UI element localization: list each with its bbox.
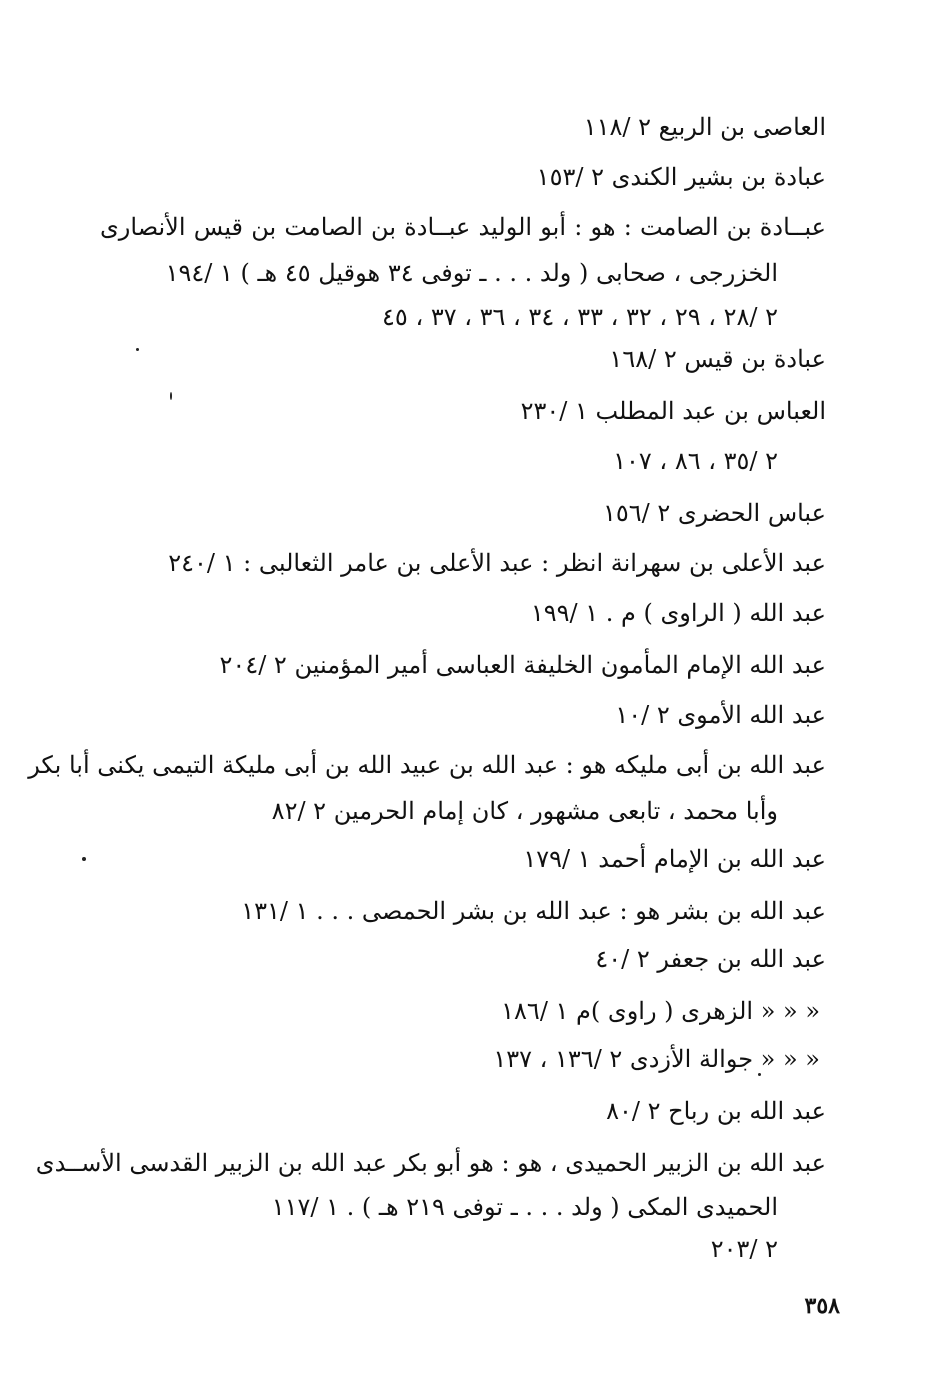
entry-ibn-abi-mulayka-line-1: عبد الله بن أبى مليكه هو : عبد الله بن عبيد الله بن أبى مليكة التيمى يكنى أبا بكر bbox=[28, 751, 826, 779]
scan-speck bbox=[170, 392, 172, 400]
scan-speck bbox=[136, 348, 139, 351]
entry-abbas-al-hadrami: عباس الحضرى ٢ /١٥٦ bbox=[602, 499, 826, 527]
entry-al-abbas-line-2: ٢ /٣٥ ، ٨٦ ، ١٠٧ bbox=[613, 447, 778, 475]
entry-ibn-al-zubayr-line-3: ٢ /٢٠٣ bbox=[710, 1235, 778, 1263]
entry-ibn-jafar: عبد الله بن جعفر ٢ /٤٠ bbox=[595, 945, 826, 973]
entry-abdullah-al-rawi: عبد الله ( الراوى ) م . ١ /١٩٩ bbox=[530, 599, 826, 627]
entry-ubada-ibn-al-samit-line-2: الخزرجى ، صحابى ( ولد . . . ـ توفى ٣٤ هوقيل ٤٥ هـ ) ١ /١٩٤ bbox=[165, 259, 778, 287]
entry-ubada-ibn-bashir: عبادة بن بشير الكندى ٢ /١٥٣ bbox=[536, 163, 826, 191]
entry-ibn-al-zubayr-line-1: عبد الله بن الزبير الحميدى ، هو : هو أبو بكر عبد الله بن الزبير القدسى الأســدى bbox=[35, 1149, 826, 1177]
scan-speck bbox=[758, 1073, 761, 1076]
scan-speck bbox=[82, 857, 86, 861]
entry-al-asi-ibn-al-rabi: العاصى بن الربيع ٢ /١١٨ bbox=[583, 113, 826, 141]
entry-ibn-al-zubayr-line-2: الحميدى المكى ( ولد . . . ـ توفى ٢١٩ هـ ) . ١ /١١٧ bbox=[271, 1193, 778, 1221]
entry-ibn-abi-mulayka-line-2: وأبا محمد ، تابعى مشهور ، كان إمام الحرمين ٢ /٨٢ bbox=[271, 797, 778, 825]
entry-ditto-jawala-al-azdi: « « « جوالة الأزدى ٢ /١٣٦ ، ١٣٧ bbox=[493, 1045, 820, 1073]
entry-ubada-ibn-qays: عبادة بن قيس ٢ /١٦٨ bbox=[609, 345, 826, 373]
entry-ibn-al-imam-ahmad: عبد الله بن الإمام أحمد ١ /١٧٩ bbox=[523, 845, 826, 873]
entry-ubada-ibn-al-samit-line-1: عبــادة بن الصامت : هو : أبو الوليد عبــادة بن الصامت بن قيس الأنصارى bbox=[100, 213, 827, 241]
page-number: ٣٥٨ bbox=[804, 1293, 840, 1319]
entry-ubada-ibn-al-samit-line-3: ٢ /٢٨ ، ٢٩ ، ٣٢ ، ٣٣ ، ٣٤ ، ٣٦ ، ٣٧ ، ٤٥ bbox=[382, 303, 778, 331]
entry-abdullah-al-umawi: عبد الله الأموى ٢ /١٠ bbox=[615, 701, 826, 729]
entry-ibn-rabah: عبد الله بن رباح ٢ /٨٠ bbox=[606, 1097, 826, 1125]
entry-abd-al-ala: عبد الأعلى بن سهرانة انظر : عبد الأعلى بن عامر الثعالبى : ١ /٢٤٠ bbox=[168, 549, 826, 577]
entry-ditto-al-zuhri: « « « الزهرى ( راوى )م ١ /١٨٦ bbox=[501, 997, 820, 1025]
entry-ibn-bishr: عبد الله بن بشر هو : عبد الله بن بشر الحمصى . . . ١ /١٣١ bbox=[241, 897, 826, 925]
entry-al-abbas-line-1: العباس بن عبد المطلب ١ /٢٣٠ bbox=[520, 397, 826, 425]
entry-abdullah-al-mamun: عبد الله الإمام المأمون الخليفة العباسى أمير المؤمنين ٢ /٢٠٤ bbox=[219, 651, 826, 679]
